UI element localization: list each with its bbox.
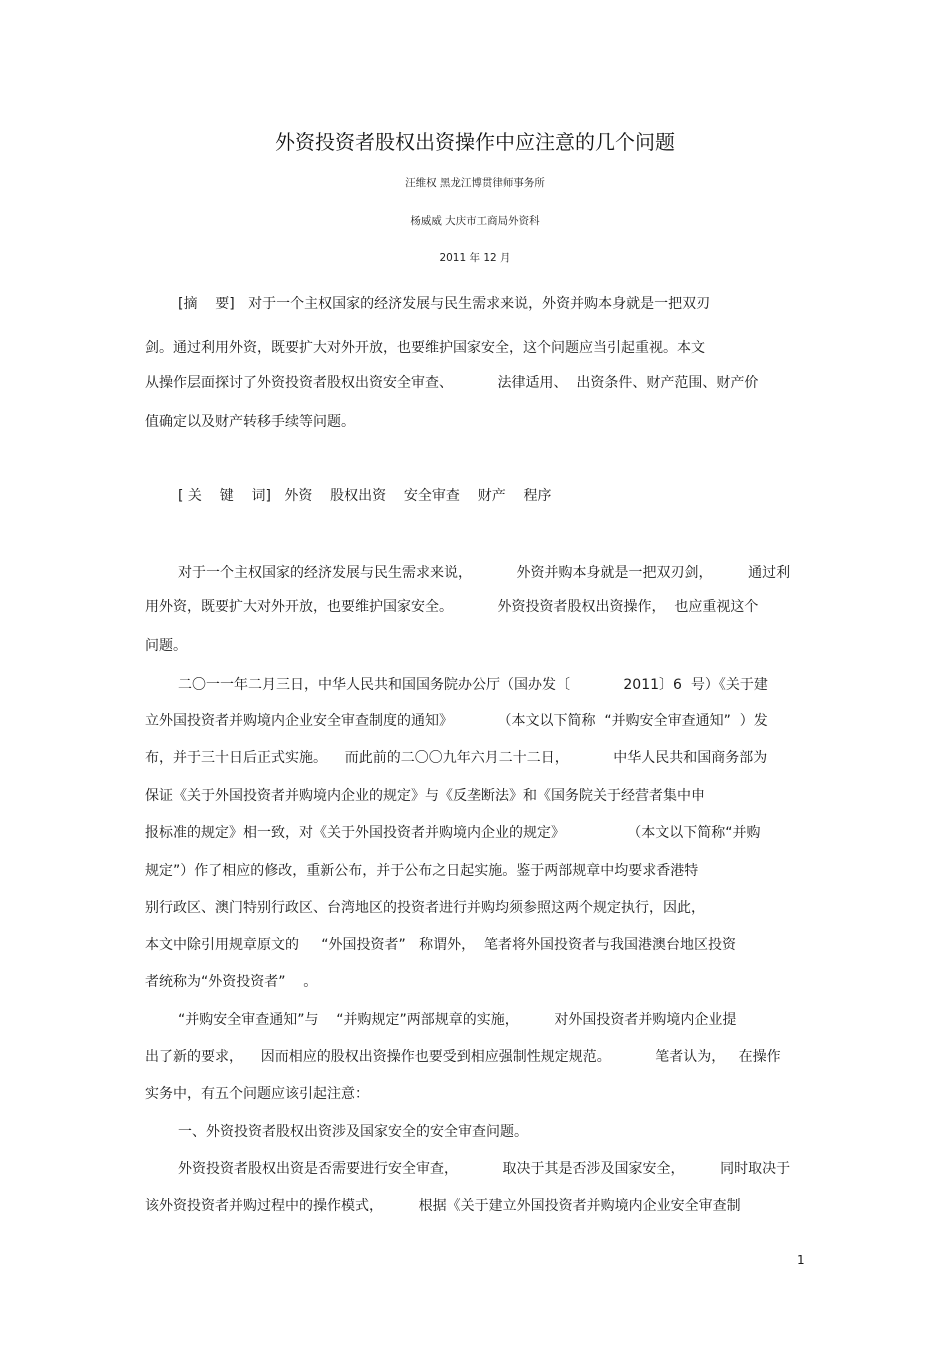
body-line: 实务中，有五个问题应该引起注意： [145,1086,369,1102]
body-line: 立外国投资者并购境内企业安全审查制度的通知》 （本文以下简称 “并购安全审查通知” ）发 [145,713,768,729]
author-line-2: 杨威威 大庆市工商局外资科 [410,215,540,227]
abstract-line: 值确定以及财产转移手续等问题。 [145,414,355,430]
body-line: 布，并于三十日后正式实施。 而此前的二〇〇九年六月二十二日， 中华人民共和国商务部为 [145,750,768,766]
abstract-line: [摘 要] 对于一个主权国家的经济发展与民生需求来说，外资并购本身就是一把双刃 [178,296,711,312]
body-line: 保证《关于外国投资者并购境内企业的规定》与《反垄断法》和《国务院关于经营者集中申 [145,788,705,804]
section-heading: 一、外资投资者股权出资涉及国家安全的安全审查问题。 [178,1124,528,1140]
body-line: 问题。 [145,638,187,654]
publication-date: 2011 年 12 月 [439,252,511,264]
body-line: 对于一个主权国家的经济发展与民生需求来说， 外资并购本身就是一把双刃剑， 通过利 [178,565,791,581]
body-line: 二〇一一年二月三日，中华人民共和国国务院办公厅（国办发〔 2011〕6 号）《关于建 [178,677,768,693]
page-number: 1 [797,1253,805,1267]
body-line: 别行政区、澳门特别行政区、台湾地区的投资者进行并购均须参照这两个规定执行，因此， [145,900,705,916]
document-title: 外资投资者股权出资操作中应注意的几个问题 [275,130,675,154]
body-line: 者统称为“外资投资者” 。 [145,974,318,990]
body-line: 本文中除引用规章原文的 “外国投资者” 称谓外， 笔者将外国投资者与我国港澳台地区投资 [145,937,737,953]
body-line: 报标准的规定》相一致，对《关于外国投资者并购境内企业的规定》 （本文以下简称“并购 [145,825,761,841]
body-line: “并购安全审查通知”与 “并购规定”两部规章的实施， 对外国投资者并购境内企业提 [178,1012,737,1028]
body-line: 出了新的要求， 因而相应的股权出资操作也要受到相应强制性规定规范。 笔者认为， 在操作 [145,1049,781,1065]
body-line: 规定”）作了相应的修改，重新公布，并于公布之日起实施。鉴于两部规章中均要求香港特 [145,863,699,879]
author-line-1: 汪维权 黑龙江博贯律师事务所 [405,177,545,189]
body-line: 用外资，既要扩大对外开放，也要维护国家安全。 外资投资者股权出资操作， 也应重视这个 [145,599,759,615]
body-line: 该外资投资者并购过程中的操作模式， 根据《关于建立外国投资者并购境内企业安全审查制 [145,1198,741,1214]
abstract-line: 剑。通过利用外资，既要扩大对外开放，也要维护国家安全，这个问题应当引起重视。本文 [145,340,705,356]
body-line: 外资投资者股权出资是否需要进行安全审查， 取决于其是否涉及国家安全， 同时取决于 [178,1161,791,1177]
abstract-line: 从操作层面探讨了外资投资者股权出资安全审查、 法律适用、 出资条件、财产范围、财产价 [145,375,759,391]
keywords-line: [ 关 键 词] 外资 股权出资 安全审查 财产 程序 [178,488,552,504]
